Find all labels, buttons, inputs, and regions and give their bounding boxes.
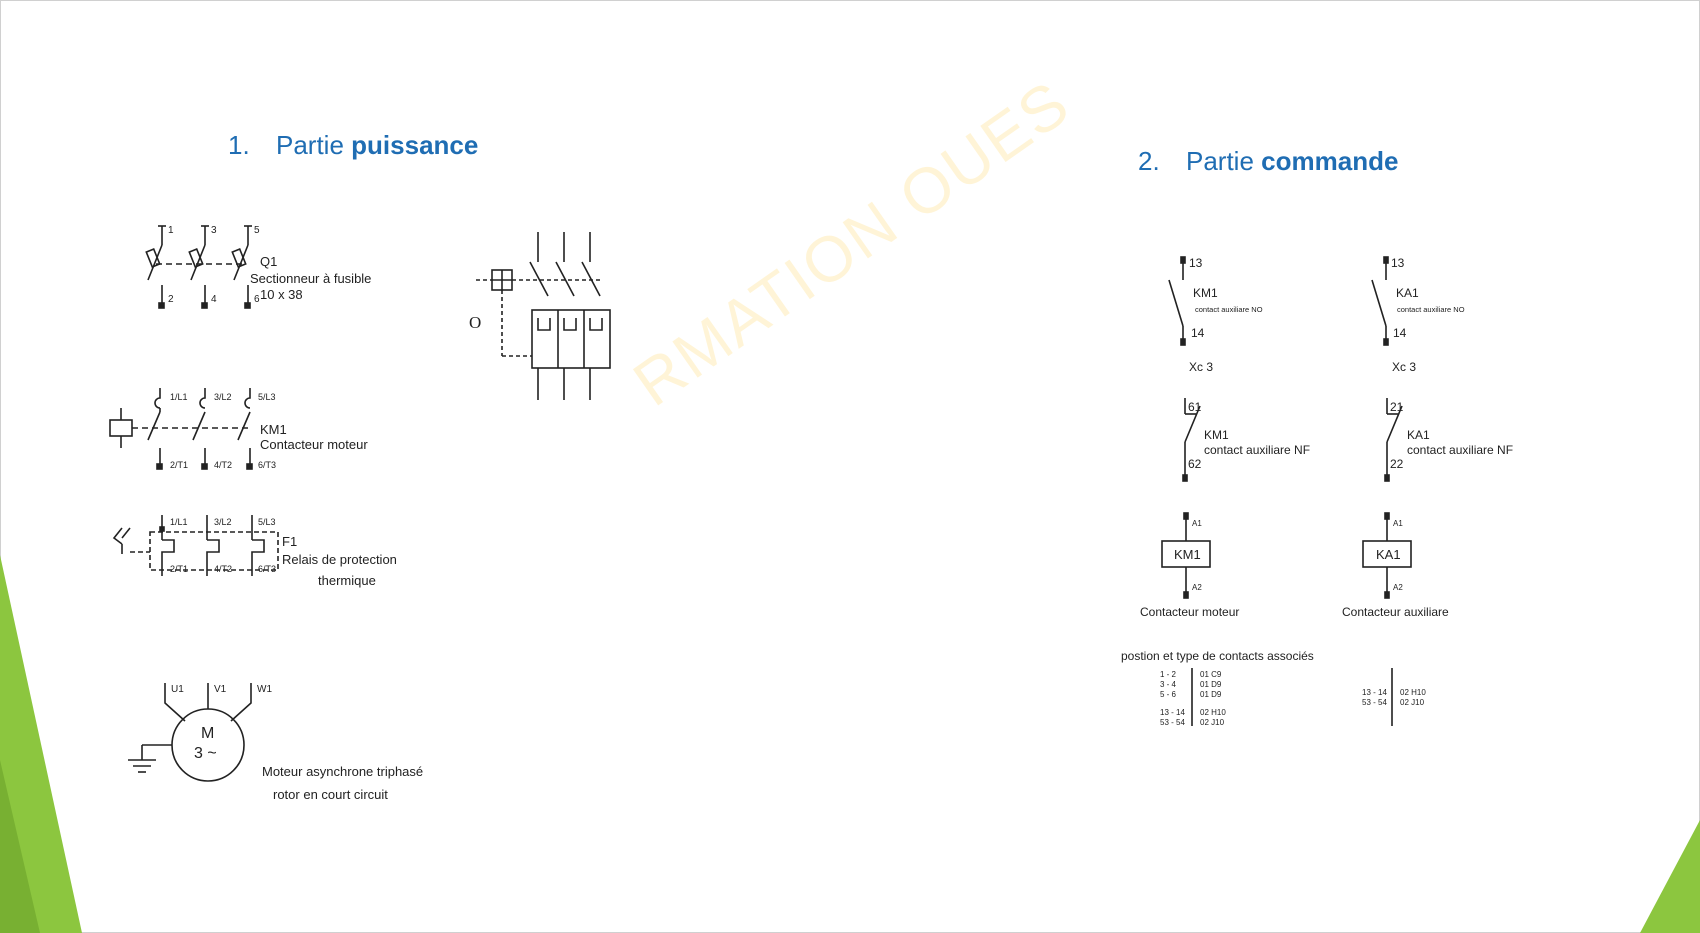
heading-power-number: 1. (228, 130, 250, 160)
f1-terminal-6t3: 6/T3 (258, 564, 277, 574)
km1-no-category: Xc 3 (1189, 360, 1214, 374)
km1-terminal-4t2: 4/T2 (214, 460, 233, 470)
heading-power-plain: Partie (276, 130, 352, 160)
right-green-triangle (1640, 820, 1700, 933)
km1-contact-pair-2: 3 - 4 (1160, 680, 1177, 689)
km1-no-desc: contact auxiliare NO (1195, 305, 1263, 314)
km1-terminal-5l3: 5/L3 (258, 392, 276, 402)
ka1-coil-a2: A2 (1393, 583, 1403, 592)
km1-nc-top: 61 (1188, 400, 1202, 414)
ka1-no-contact (1372, 257, 1388, 345)
ka1-contact-ref-2: 02 J10 (1400, 698, 1425, 707)
q1-terminal-1: 1 (168, 225, 174, 236)
km1-terminal-6t3: 6/T3 (258, 460, 277, 470)
km1-label: KM1 (260, 422, 287, 437)
f1-terminal-5l3: 5/L3 (258, 517, 276, 527)
ka1-no-bottom: 14 (1393, 326, 1407, 340)
km1-nc-label: KM1 (1204, 428, 1229, 442)
watermark-text: RMATION OUES (620, 66, 1083, 420)
ka1-no-top: 13 (1391, 256, 1405, 270)
km1-no-contact (1169, 257, 1185, 345)
ka1-coil-caption: Contacteur auxiliare (1342, 605, 1449, 619)
ka1-contact-pair-2: 53 - 54 (1362, 698, 1387, 707)
f1-terminal-4t2: 4/T2 (214, 564, 233, 574)
km1-contact-ref-2: 01 D9 (1200, 680, 1222, 689)
km1-contact-ref-3: 01 D9 (1200, 690, 1222, 699)
motor-description-2: rotor en court circuit (273, 787, 388, 802)
ka1-coil-label: KA1 (1376, 547, 1401, 562)
km1-coil-caption: Contacteur moteur (1140, 605, 1240, 619)
km1-contact-ref-4: 02 H10 (1200, 708, 1226, 717)
motor-terminal-v1: V1 (214, 684, 227, 695)
f1-terminal-1l1: 1/L1 (170, 517, 188, 527)
km1-no-label: KM1 (1193, 286, 1218, 300)
km1-no-bottom: 14 (1191, 326, 1205, 340)
q1-terminal-4: 4 (211, 294, 217, 305)
f1-description-2: thermique (318, 573, 376, 588)
f1-terminal-3l2: 3/L2 (214, 517, 232, 527)
km1-contact-pair-3: 5 - 6 (1160, 690, 1177, 699)
breaker-label: O (469, 313, 482, 332)
km1-coil-a2: A2 (1192, 583, 1202, 592)
km1-contact-ref-1: 01 C9 (1200, 670, 1222, 679)
f1-label: F1 (282, 534, 298, 549)
heading-command-number: 2. (1138, 146, 1160, 176)
motor-terminal-u1: U1 (171, 684, 184, 695)
km1-terminal-3l2: 3/L2 (214, 392, 232, 402)
ka1-coil-a1: A1 (1393, 519, 1403, 528)
power-circuit-diagram (0, 0, 700, 933)
q1-label: Q1 (260, 254, 278, 269)
ka1-no-label: KA1 (1396, 286, 1419, 300)
km1-terminal-1l1: 1/L1 (170, 392, 188, 402)
motor-symbol (128, 683, 251, 781)
km1-nc-bottom: 62 (1188, 457, 1202, 471)
command-circuit-diagram (1100, 230, 1660, 750)
heading-command-bold: commande (1261, 146, 1399, 176)
km1-contact-pair-4: 13 - 14 (1160, 708, 1185, 717)
ka1-no-desc: contact auxiliare NO (1397, 305, 1465, 314)
q1-terminal-2: 2 (168, 294, 174, 305)
heading-command-plain: Partie (1186, 146, 1262, 176)
ka1-nc-bottom: 22 (1390, 457, 1404, 471)
motor-terminal-w1: W1 (257, 684, 272, 695)
km1-nc-desc: contact auxiliare NF (1204, 443, 1311, 457)
heading-command (1138, 146, 1398, 177)
ka1-contact-ref-1: 02 H10 (1400, 688, 1426, 697)
km1-contact-pair-5: 53 - 54 (1160, 718, 1185, 727)
km1-no-top: 13 (1189, 256, 1203, 270)
km1-coil-label: KM1 (1174, 547, 1201, 562)
km1-coil-a1: A1 (1192, 519, 1202, 528)
f1-thermal-relay (114, 515, 278, 576)
km1-contact-pair-1: 1 - 2 (1160, 670, 1177, 679)
km1-contact-ref-5: 02 J10 (1200, 718, 1225, 727)
q1-terminal-3: 3 (211, 225, 217, 236)
q1-description: Sectionneur à fusible (250, 271, 372, 286)
km1-terminal-2t1: 2/T1 (170, 460, 189, 470)
f1-description-1: Relais de protection (282, 552, 397, 567)
q1-fuse-disconnector (146, 226, 252, 308)
q1-size: 10 x 38 (260, 287, 303, 302)
q1-terminal-6: 6 (254, 294, 260, 305)
ka1-no-category: Xc 3 (1392, 360, 1417, 374)
km1-description: Contacteur moteur (260, 437, 368, 452)
motor-symbol-m: M (201, 725, 215, 742)
f1-terminal-2t1: 2/T1 (170, 564, 189, 574)
motor-symbol-3phase: 3 ~ (194, 745, 217, 762)
ka1-nc-desc: contact auxiliare NF (1407, 443, 1514, 457)
circuit-breaker-symbol (476, 232, 610, 400)
ka1-nc-top: 21 (1390, 400, 1404, 414)
contacts-title: postion et type de contacts associés (1121, 649, 1314, 663)
heading-power-bold: puissance (351, 130, 479, 160)
ka1-contact-pair-1: 13 - 14 (1362, 688, 1387, 697)
ka1-nc-label: KA1 (1407, 428, 1430, 442)
q1-terminal-5: 5 (254, 225, 260, 236)
motor-description-1: Moteur asynchrone triphasé (262, 764, 424, 779)
